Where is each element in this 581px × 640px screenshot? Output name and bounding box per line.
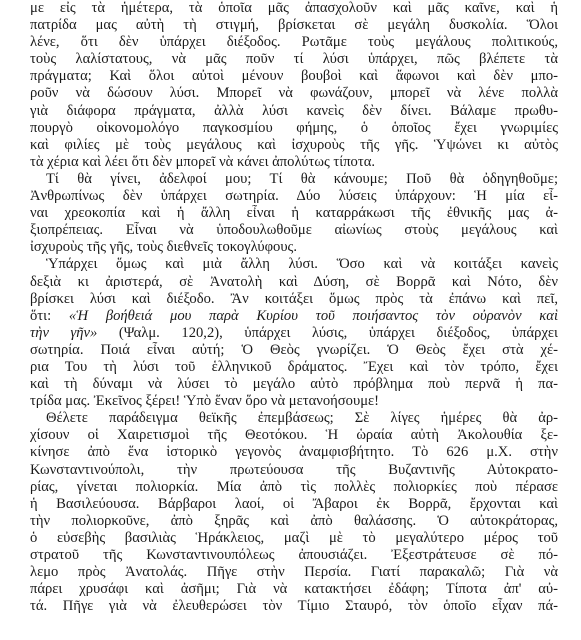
text-line: ροῦν νὰ δώσουν λύσι. Μπορεῖ νὰ φωνάζουν, μπορεῖ νὰ λένε πολλὰ	[30, 85, 558, 102]
text-line: με εἰς τὰ ἡμέτερα, τὰ ὁποῖα μᾶς ἀπασχολοῦν καὶ μᾶς καῖνε, καὶ ἡ	[30, 0, 558, 16]
text-line: κίνησε ἀπὸ ἕνα ἱστορικὸ γεγονὸς ἀναμφισβήτητο. Τὸ 626 μ.Χ. στὴν	[30, 444, 558, 461]
text-line: Τί θὰ γίνει, ἀδελφοί μου; Τί θὰ κάνουμε; Ποῦ θὰ ὀδηγηθοῦμε;	[46, 170, 558, 187]
text-line: βρίσκει λύσι καὶ διέξοδο. Ἂν κοιτάξει ὅμως πρὸς τὰ ἐπάνω καὶ πεῖ,	[30, 290, 558, 307]
text-line: στρατοῦ τῆς Κωνσταντινουπόλεως ἀπουσιάζει. Ἐξεστράτευσε σὲ πό-	[30, 547, 558, 563]
text-line: ναι χρεοκοπία καὶ ἡ ἄλλη εἶναι ἡ καταρράκωσι τῆς ἐθνικῆς μας ἀ-	[30, 205, 558, 222]
text-line: λένε, ὅτι δὲν ὑπάρχει διέξοδος. Ρωτᾶμε τοὺς μεγάλους πολιτικούς,	[30, 34, 558, 51]
text-line: πάρει χρυσάφι καὶ ἀσῆμι; Γιὰ νὰ κατακτήσει ἐδάφη; Τίποτα ἀπ' αὐ-	[30, 581, 558, 598]
text-line: τρίδα μας. Ἐκεῖνος ξέρει! Ὑπὸ ἕναν ὅρο νὰ μετανοήσουμε!	[30, 393, 380, 410]
text-line: χίσουν οἱ Χαιρετισμοὶ τῆς Θεοτόκου. Ἡ ὡραία αὐτὴ Ἀκολουθία ξε-	[30, 427, 558, 444]
text-line: ὁ εὐσεβὴς βασιλιὰς Ἡράκλειος, μαζὶ μὲ τὸ μεγαλύτερο μέρος τοῦ	[30, 529, 558, 546]
text-line: τὰ χέρια καὶ λέει ὅτι δὲν μπορεῖ νὰ κάνει ἀπολύτως τίποτα.	[30, 153, 376, 170]
text-line: τοὺς λαλίστατους, νὰ μᾶς ποῦν τί λύσι ὑπάρχει, πῶς βλέπετε τὰ	[30, 51, 558, 68]
text-line: Ὑπάρχει ὅμως καὶ μιὰ ἄλλη λύσι. Ὅσο καὶ νὰ κοιτάξει κανεὶς	[46, 256, 558, 273]
text-line: πράγματα; Καὶ ὅλοι αὐτοὶ μένουν βουβοὶ καὶ ἄφωνοι καὶ δὲν μπο-	[30, 68, 558, 85]
text-line: καὶ τὴ δύναμι νὰ λύσει τὸ μεγάλο αὐτὸ πρόβλημα ποὺ περνᾶ ἡ πα-	[30, 376, 558, 393]
text-line: γιὰ διάφορα πράγματα, ἀλλὰ λύσι κανεὶς δὲν δίνει. Βάλαμε πρωθυ-	[30, 102, 558, 119]
text-line: ξιοπρέπειας. Εἶναι νὰ ὑποδουλωθοῦμε αἰωνίως στοὺς μεγάλους καὶ	[30, 222, 558, 239]
text-line: λεμο πρὸς Ἀνατολάς. Πῆγε στὴν Περσία. Γιατί παρακαλῶ; Γιὰ νὰ	[30, 564, 558, 581]
text-line: ρια Του τὴ λύσι τοῦ ἑλληνικοῦ δράματος. Ἔχει καὶ τὸν τρόπο, ἔχει	[30, 358, 558, 375]
text-line: ρίας, γίνεται πολιορκία. Μία ἀπὸ τὶς πολλὲς πολιορκίες ποὺ πέρασε	[30, 478, 558, 495]
text-line: τὴν πολιορκοῦνε, ἀπὸ ξηρᾶς καὶ ἀπὸ θαλάσσης. Ὁ αὐτοκράτορας,	[30, 512, 558, 529]
text-line: Κωνσταντινούπολι, τὴν πρωτεύουσα τῆς Βυζαντινῆς Αὐτοκρατο-	[30, 461, 558, 478]
text-line: ἰσχυροὺς τῆς γῆς, τοὺς διεθνεῖς τοκογλύφους.	[30, 239, 297, 256]
text-line: πουργὸ οἰκονομολόγο παγκοσμίου φήμης, ὁ ὁποῖος ἔχει γνωριμίες	[30, 119, 558, 136]
paragraph-4	[30, 410, 558, 615]
text-line-with-quote: ὅτι: «Ἡ βοήθειά μου παρὰ Κυρίου τοῦ ποιήσαντος τὸν οὐρανὸν καὶ	[30, 307, 558, 324]
paragraph-2	[30, 171, 558, 256]
text-line: πατρίδα μας αὐτὴ τὴ στιγμή, βρίσκεται σὲ μεγάλη δυσκολία. Ὅλοι	[30, 17, 558, 34]
text-line: καὶ φιλίες μὲ τοὺς μεγάλους καὶ ἰσχυροὺς τῆς γῆς. Ὑψώνει κι αὐτὸς	[30, 136, 558, 153]
text-line-with-quote: τὴν γῆν» (Ψαλμ. 120,2), ὑπάρχει λύσις, ὑπάρχει διέξοδος, ὑπάρχει	[30, 324, 558, 341]
text-line: Ἀνθρωπίνως δὲν ὑπάρχει σωτηρία. Δύο λύσεις ὑπάρχουν: Ἡ μία εἶ-	[30, 188, 558, 205]
text-line: ἡ Βασιλεύουσα. Βάρβαροι λαοί, οἱ Ἄβαροι ἐκ Βορρᾶ, ἔρχονται καὶ	[30, 495, 558, 512]
paragraph-1	[30, 0, 558, 171]
text-line: τά. Πῆγε γιὰ νὰ ἐλευθερώσει τὸν Τίμιο Σταυρό, τὸν ὁποῖο εἶχαν πά-	[30, 598, 558, 615]
text-block	[30, 0, 558, 615]
text-line: σωτηρία. Ποιά εἶναι αὐτή; Ὁ Θεὸς γνωρίζει. Ὁ Θεὸς ἔχει στὰ χέ-	[30, 341, 558, 358]
paragraph-3	[30, 256, 558, 410]
text-line: δεξιὰ κι ἀριστερά, σὲ Ἀνατολὴ καὶ Δύση, σὲ Βορρᾶ καὶ Νότο, δὲν	[30, 273, 558, 290]
text-line: Θέλετε παράδειγμα θεϊκῆς ἐπεμβάσεως; Σὲ λίγες ἡμέρες θὰ ἀρ-	[46, 410, 558, 427]
